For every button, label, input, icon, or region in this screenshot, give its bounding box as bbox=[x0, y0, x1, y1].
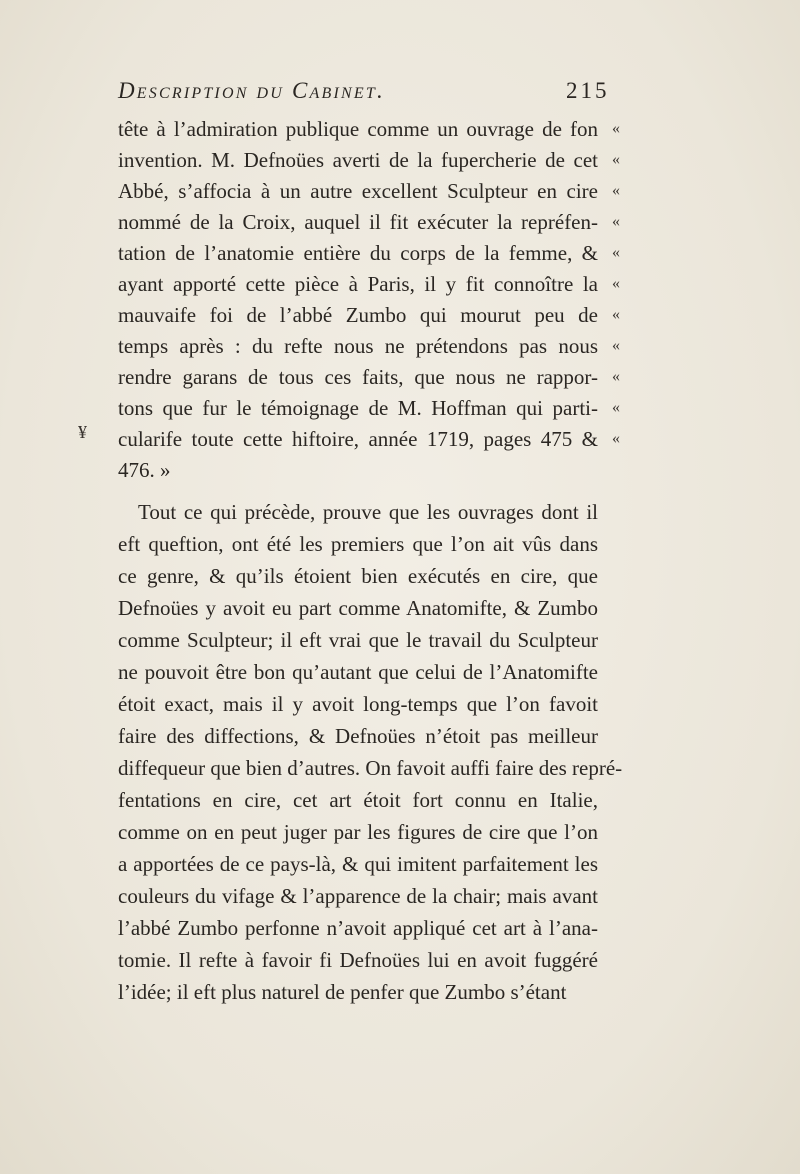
quote-mark: « bbox=[612, 182, 620, 199]
quote-mark: « bbox=[612, 399, 620, 416]
text-line: fentations en cire, cet art étoit fort connu en Italie, bbox=[118, 788, 598, 812]
text-line: eft queftion, ont été les premiers que l’on ait vûs dans bbox=[118, 532, 598, 556]
quote-mark: « bbox=[612, 337, 620, 354]
text-line: couleurs du vifage & l’apparence de la chair; mais avant bbox=[118, 884, 598, 908]
text-line: faire des diffections, & Defnoües n’étoit pas meilleur bbox=[118, 724, 598, 748]
text-line: nommé de la Croix, auquel il fit exécuter la repréfen- bbox=[118, 210, 598, 234]
text-line: l’idée; il eft plus naturel de penfer que Zumbo s’étant bbox=[118, 980, 567, 1004]
page-number: 215 bbox=[566, 78, 610, 103]
running-header bbox=[118, 78, 618, 112]
text-line: a apportées de ce pays-là, & qui imitent parfaitement les bbox=[118, 852, 598, 876]
text-line: ayant apporté cette pièce à Paris, il y fit connoître la bbox=[118, 272, 598, 296]
text-line: Abbé, s’affocia à un autre excellent Sculpteur en cire bbox=[118, 179, 598, 203]
header-title: Description du Cabinet. bbox=[118, 78, 385, 103]
text-line: tête à l’admiration publique comme un ouvrage de fon bbox=[118, 117, 598, 141]
quote-mark: « bbox=[612, 120, 620, 137]
quote-mark: « bbox=[612, 151, 620, 168]
text-line: tation de l’anatomie entière du corps de la femme, & bbox=[118, 241, 598, 265]
text-line: l’abbé Zumbo perfonne n’avoit appliqué cet art à l’ana- bbox=[118, 916, 598, 940]
text-line: ne pouvoit être bon qu’autant que celui de l’Anatomifte bbox=[118, 660, 598, 684]
margin-mark: ¥ bbox=[78, 422, 87, 442]
quote-mark: « bbox=[612, 430, 620, 447]
text-line: comme Sculpteur; il eft vrai que le travail du Sculpteur bbox=[118, 628, 598, 652]
text-line: tomie. Il refte à favoir fi Defnoües lui en avoit fuggéré bbox=[118, 948, 598, 972]
text-line: mauvaife foi de l’abbé Zumbo qui mourut peu de bbox=[118, 303, 598, 327]
text-line: rendre garans de tous ces faits, que nous ne rappor- bbox=[118, 365, 598, 389]
quote-mark: « bbox=[612, 306, 620, 323]
text-line: tons que fur le témoignage de M. Hoffman qui parti- bbox=[118, 396, 598, 420]
text-line: comme on en peut juger par les figures de cire que l’on bbox=[118, 820, 598, 844]
quote-mark: « bbox=[612, 213, 620, 230]
quote-mark: « bbox=[612, 275, 620, 292]
text-line: Tout ce qui précède, prouve que les ouvrages dont il bbox=[138, 500, 598, 524]
text-line: ce genre, & qu’ils étoient bien exécutés en cire, que bbox=[118, 564, 598, 588]
text-line: invention. M. Defnoües averti de la fupercherie de cet bbox=[118, 148, 598, 172]
quote-mark: « bbox=[612, 244, 620, 261]
text-line: cularife toute cette hiftoire, année 1719, pages 475 & bbox=[118, 427, 598, 451]
text-line: diffequeur que bien d’autres. On favoit auffi faire des repré- bbox=[118, 756, 623, 780]
quote-mark: « bbox=[612, 368, 620, 385]
text-line: Defnoües y avoit eu part comme Anatomifte, & Zumbo bbox=[118, 596, 598, 620]
text-line: étoit exact, mais il y avoit long-temps que l’on favoit bbox=[118, 692, 598, 716]
text-line: temps après : du refte nous ne prétendons pas nous bbox=[118, 334, 598, 358]
text-line: 476. » bbox=[118, 458, 171, 482]
